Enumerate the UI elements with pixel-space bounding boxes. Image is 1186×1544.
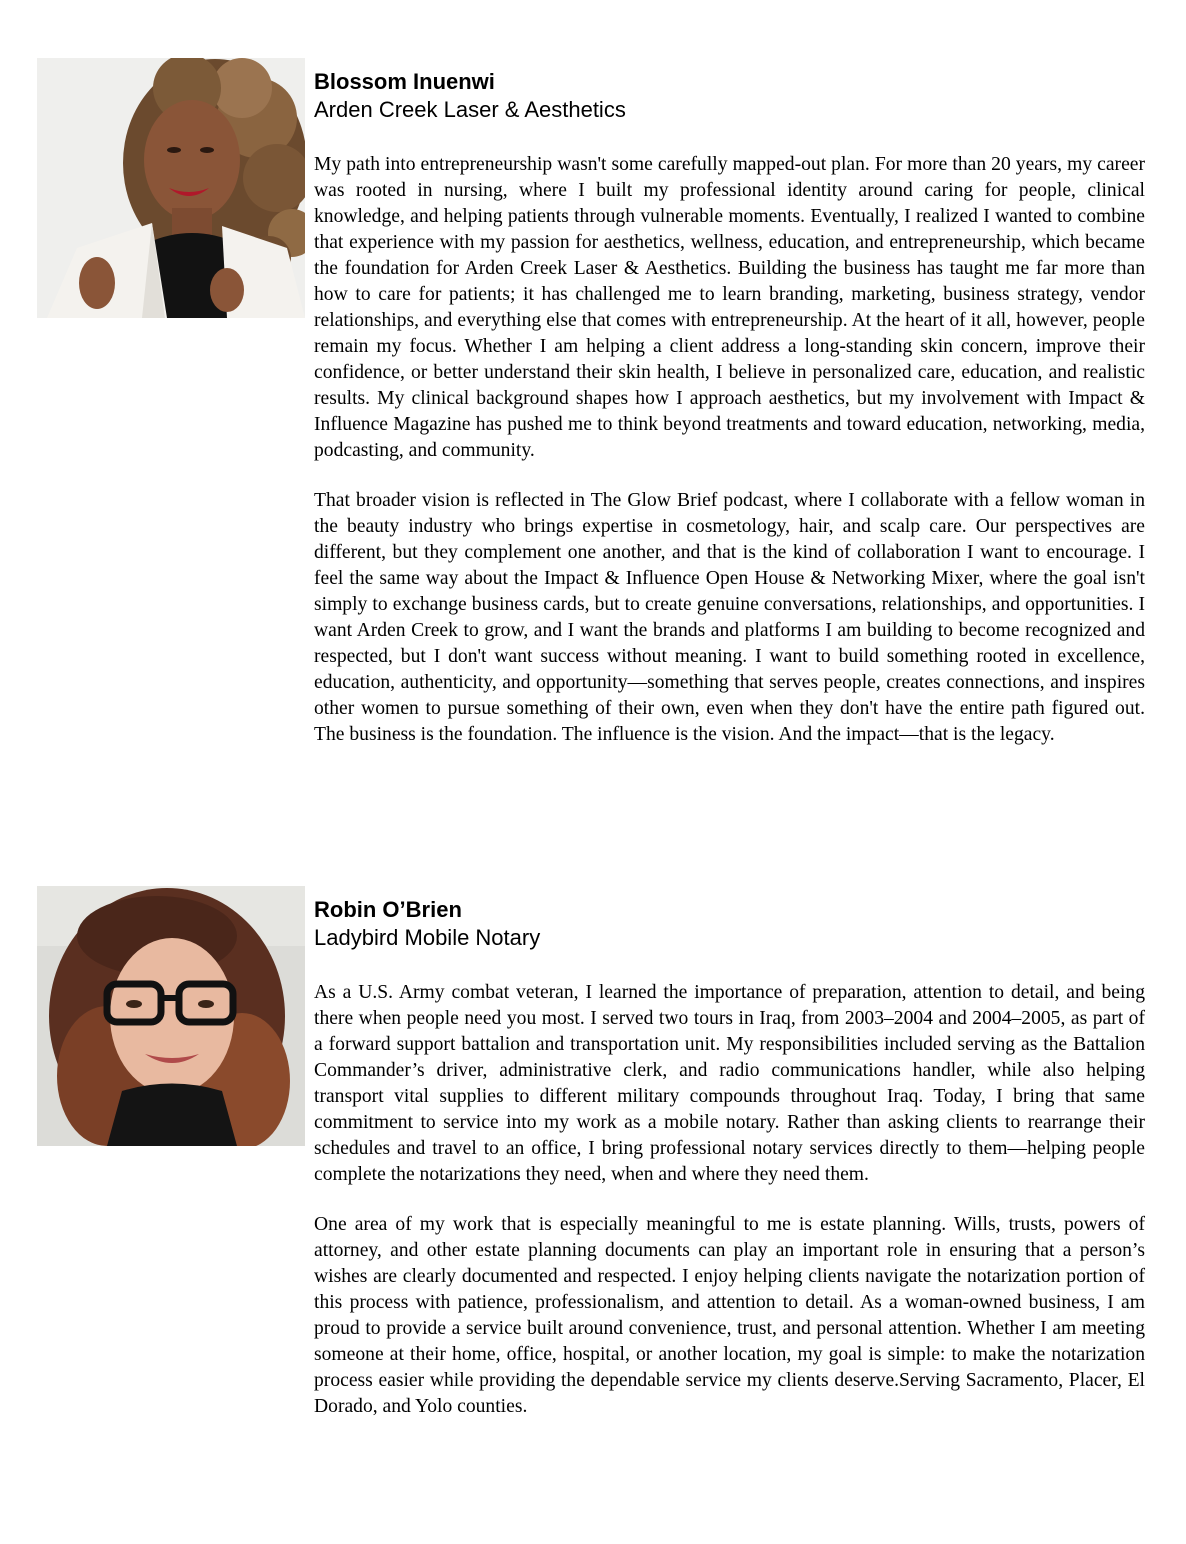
profile-paragraph: One area of my work that is especially meaningful to me is estate planning. Wills, trusts, powers of attorney, and other estate planning documents can play an important role in ensuring that a person’s wishes are clearly documented and respected. I enjoy helping clients navigate the notarization portion of this process with patience, professionalism, and attention to detail. As a woman-owned business, I am proud to provide a service built around convenience, trust, and personal attention. Whether I am meeting someone at their home, office, hospital, or another location, my goal is simple: to make the notarization process easier while providing the dependable service my clients deserve.Serving Sacramento, Placer, El Dorado, and Yolo counties. bbox=[314, 1214, 1145, 1417]
profile-company: Ladybird Mobile Notary bbox=[314, 925, 541, 950]
profile-photo bbox=[37, 886, 305, 1146]
profile-name: Blossom Inuenwi bbox=[314, 69, 495, 94]
profile-photo bbox=[37, 58, 305, 318]
profile-paragraph: My path into entrepreneurship wasn't some carefully mapped-out plan. For more than 20 years, my career was rooted in nursing, where I built my professional identity around caring for people, clinical knowledge, and helping patients through vulnerable moments. Eventually, I realized I wanted to combine that experience with my passion for aesthetics, wellness, education, and entrepreneurship, which became the foundation for Arden Creek Laser & Aesthetics. Building the business has taught me far more than how to care for patients; it has challenged me to learn branding, marketing, business strategy, vendor relationships, and everything else that comes with entrepreneurship. At the heart of it all, however, people remain my focus. Whether I am helping a client address a long-standing skin concern, improve their confidence, or better understand their skin health, I believe in personalized care, education, and realistic results. My clinical background shapes how I approach aesthetics, but my involvement with Impact & Influence Magazine has pushed me to think beyond treatments and toward education, networking, media, podcasting, and community. bbox=[314, 154, 1145, 461]
profile-company: Arden Creek Laser & Aesthetics bbox=[314, 97, 626, 122]
profile-paragraph: As a U.S. Army combat veteran, I learned the importance of preparation, attention to detail, and being there when people need you most. I served two tours in Iraq, from 2003–2004 and 2004–2005, as part of a forward support battalion and transportation unit. My responsibilities included serving as the Battalion Commander’s driver, administrative clerk, and radio communications handler, while also helping transport vital supplies to different military compounds throughout Iraq. Today, I bring that same commitment to service into my work as a mobile notary. Rather than asking clients to rearrange their schedules and travel to an office, I bring professional notary services directly to them—helping people complete the notarizations they need, when and where they need them. bbox=[314, 982, 1145, 1185]
profile-paragraph: That broader vision is reflected in The Glow Brief podcast, where I collaborate with a fellow woman in the beauty industry who brings expertise in cosmetology, hair, and scalp care. Our perspectives are different, but they complement one another, and that is the kind of collaboration I want to encourage. I feel the same way about the Impact & Influence Open House & Networking Mixer, where the goal isn't simply to exchange business cards, but to create genuine conversations, relationships, and opportunities. I want Arden Creek to grow, and I want the brands and platforms I am building to become recognized and respected, but I don't want success without meaning. I want to build something rooted in excellence, education, authenticity, and opportunity—something that serves people, creates connections, and inspires other women to pursue something of their own, even when they don't have the entire path figured out. The business is the foundation. The influence is the vision. And the impact—that is the legacy. bbox=[314, 490, 1145, 745]
profile-name: Robin O’Brien bbox=[314, 897, 462, 922]
profile-content bbox=[314, 896, 1145, 1444]
profile-content bbox=[314, 68, 1145, 772]
